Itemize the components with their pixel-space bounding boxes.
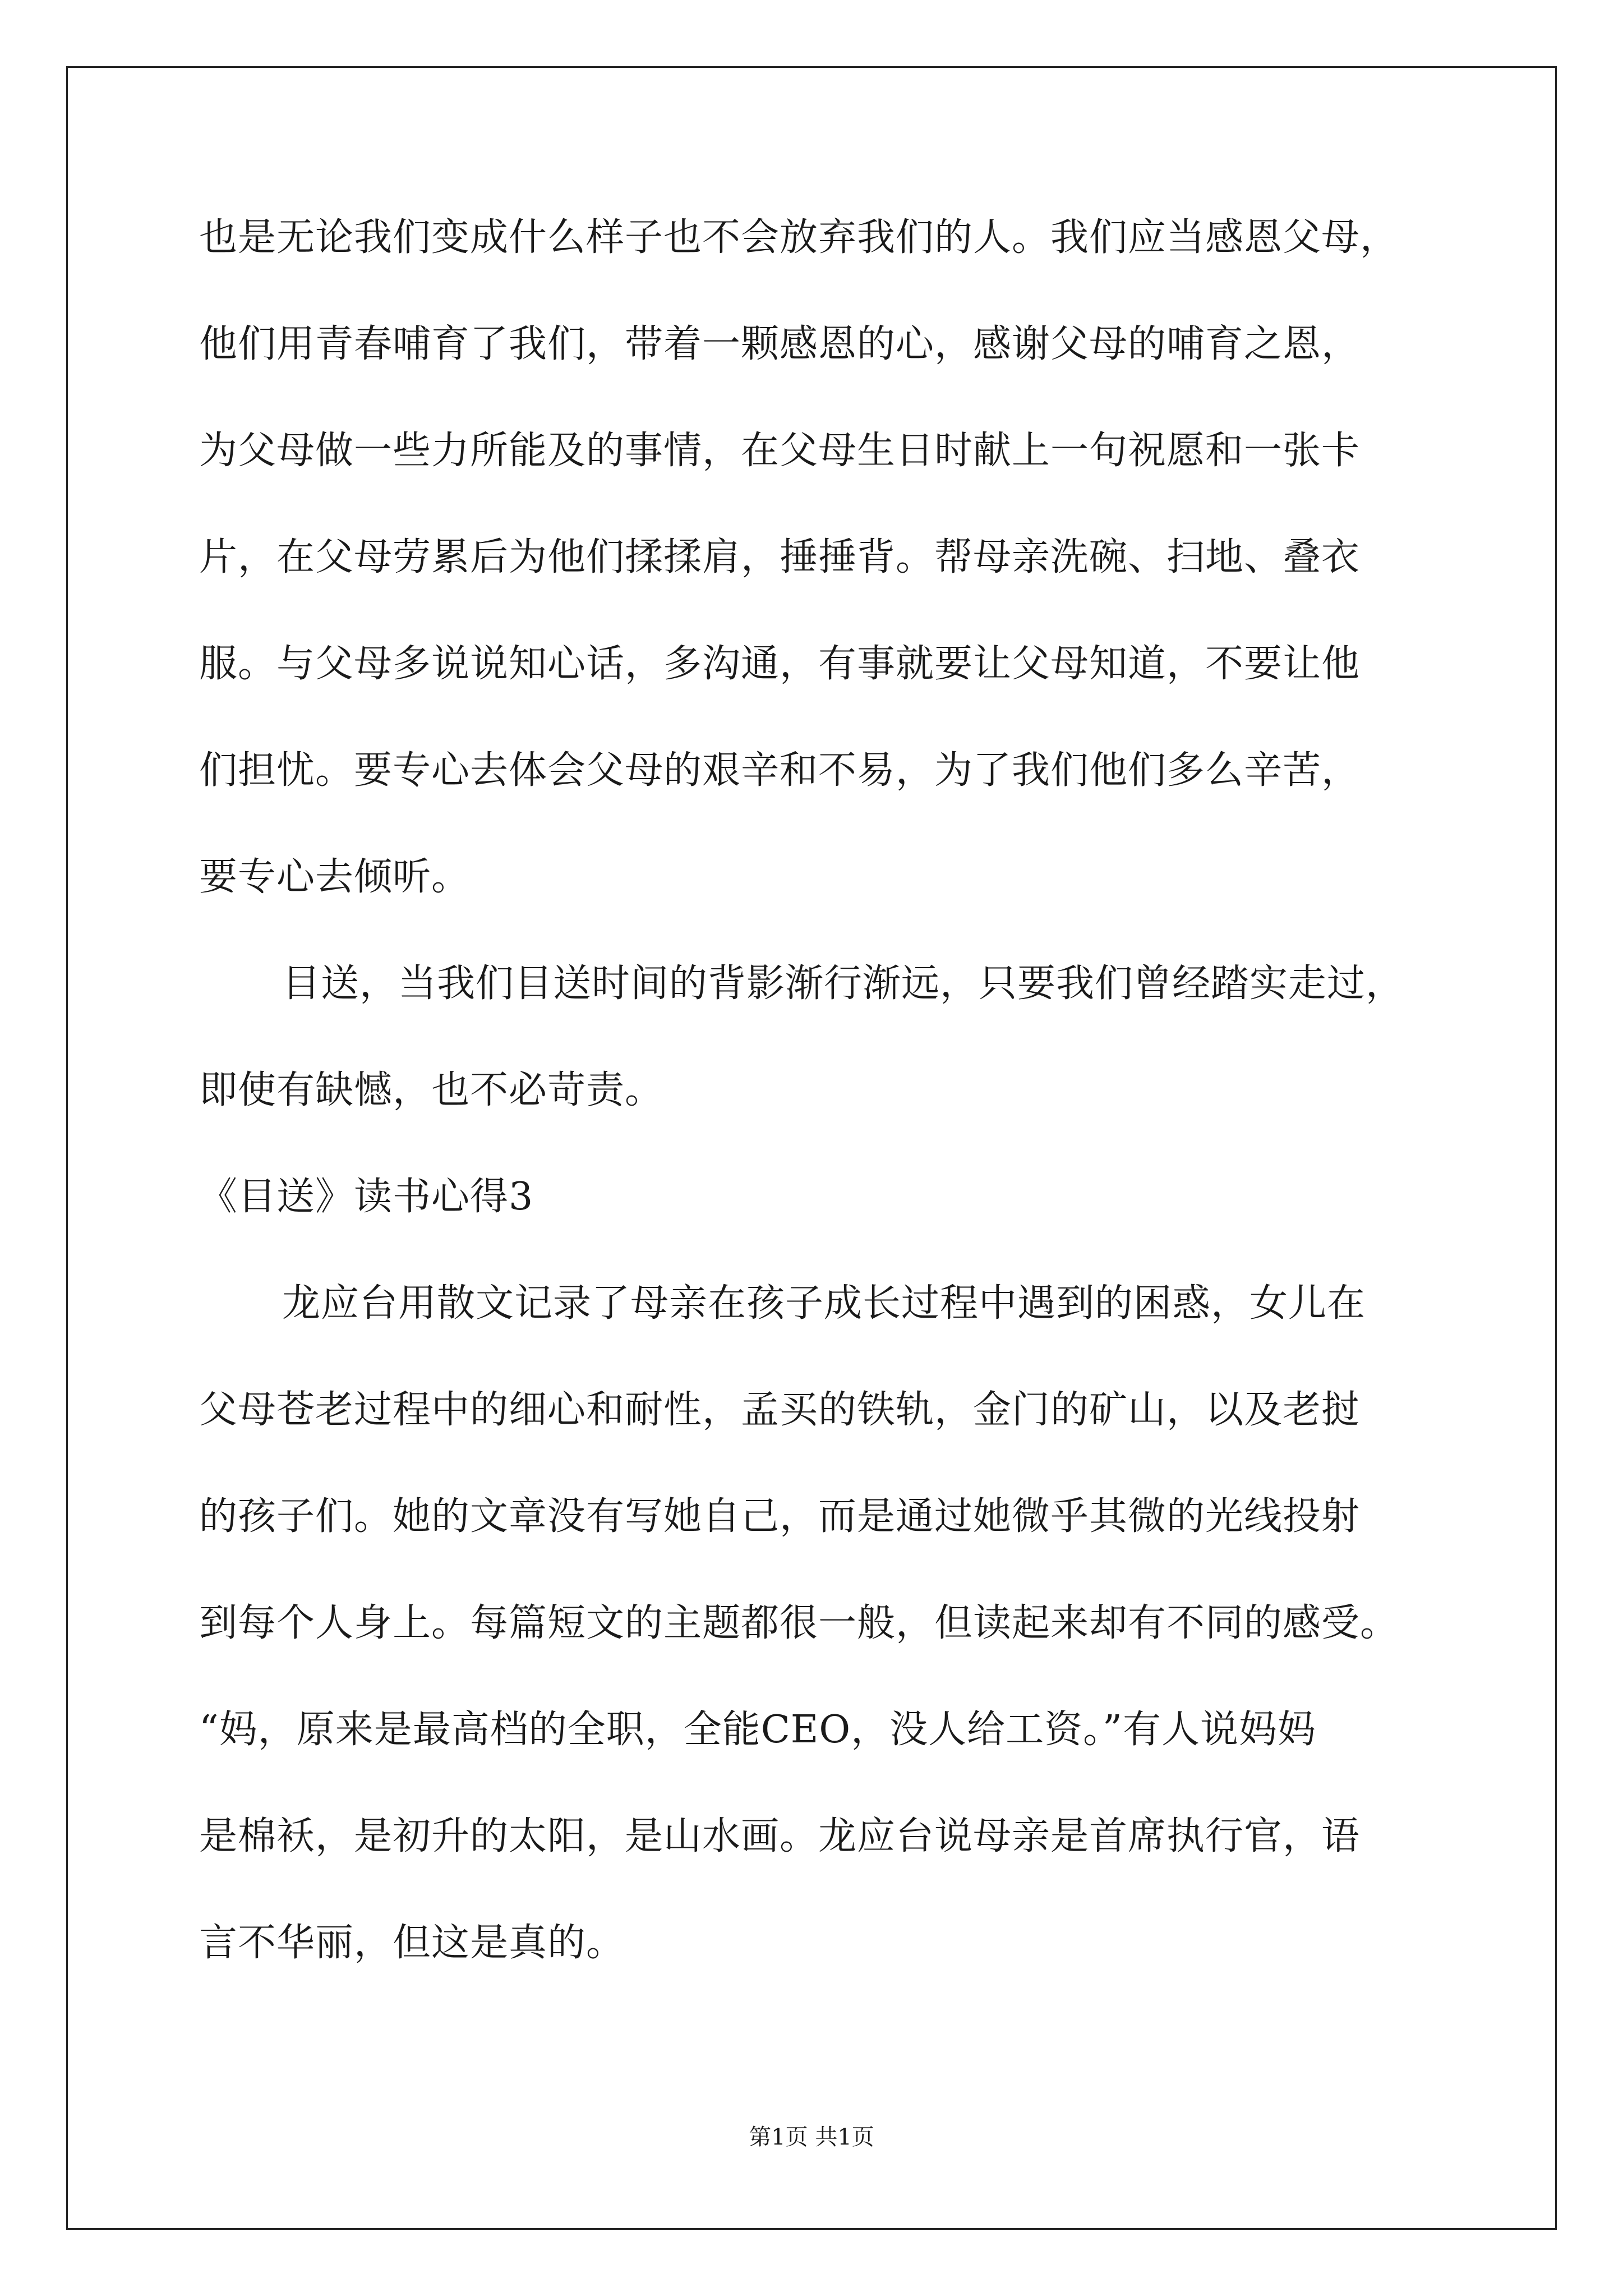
paragraph-line: 也是无论我们变成什么样子也不会放弃我们的人。我们应当感恩父母， bbox=[199, 215, 1399, 260]
paragraph-line: 他们用青春哺育了我们，带着一颗感恩的心，感谢父母的哺育之恩， bbox=[199, 322, 1361, 366]
paragraph-line: 片，在父母劳累后为他们揉揉肩，捶捶背。帮母亲洗碗、扫地、叠衣 bbox=[199, 535, 1361, 579]
paragraph-line: 到每个人身上。每篇短文的主题都很一般，但读起来却有不同的感受。 bbox=[199, 1601, 1399, 1645]
paragraph-line: 目送，当我们目送时间的背影渐行渐远，只要我们曾经踏实走过， bbox=[282, 961, 1405, 1006]
paragraph-line: 即使有缺憾，也不必苛责。 bbox=[199, 1068, 664, 1112]
paragraph-line: “妈，原来是最高档的全职，全能CEO，没人给工资。”有人说妈妈 bbox=[199, 1708, 1316, 1752]
document-body bbox=[199, 215, 1450, 2031]
paragraph-line: 是棉袄，是初升的太阳，是山水画。龙应台说母亲是首席执行官，语 bbox=[199, 1814, 1361, 1858]
page-number-footer: 第1页 共1页 bbox=[749, 2124, 874, 2150]
paragraph-line: 们担忧。要专心去体会父母的艰辛和不易，为了我们他们多么辛苦， bbox=[199, 748, 1361, 793]
paragraph-line: 的孩子们。她的文章没有写她自己，而是通过她微乎其微的光线投射 bbox=[199, 1494, 1361, 1539]
paragraph-line: 要专心去倾听。 bbox=[199, 855, 471, 899]
paragraph-line: 父母苍老过程中的细心和耐性，孟买的铁轨，金门的矿山，以及老挝 bbox=[199, 1388, 1361, 1432]
paragraph-line: 为父母做一些力所能及的事情，在父母生日时献上一句祝愿和一张卡 bbox=[199, 429, 1361, 473]
section-heading: 《目送》读书心得3 bbox=[199, 1175, 534, 1219]
paragraph-line: 言不华丽，但这是真的。 bbox=[199, 1921, 625, 1965]
paragraph-line: 服。与父母多说说知心话，多沟通，有事就要让父母知道，不要让他 bbox=[199, 642, 1361, 686]
paragraph-line: 龙应台用散文记录了母亲在孩子成长过程中遇到的困惑，女儿在 bbox=[282, 1281, 1366, 1326]
